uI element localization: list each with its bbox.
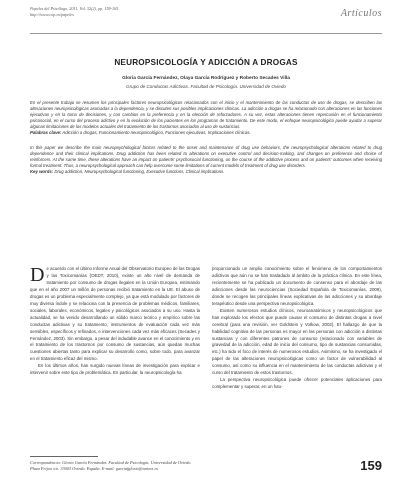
body-paragraph [30, 266, 200, 363]
body-paragraph: La perspectiva neuropsicológica puede ofrecer potenciales aplicaciones para complementar y superar, en un futu- [212, 377, 382, 390]
keywords-spanish-label: Palabras clave: [30, 130, 62, 136]
journal-url[interactable]: http://www.cop.es/papeles [30, 12, 74, 17]
header-divider [30, 33, 382, 34]
keywords-english-label: Key words: [30, 168, 54, 174]
body-paragraph: proporcionado un amplio conocimiento sobre el fenómeno de los comportamientos adictivos que aún no se han trasladado al ámbito de la práctica clínica. En este línea, recientemente se ha publicado un documento de consenso para el abordaje de las adicciones desde las neurociencias (Sociedad Española de Toxicomanías, 2009), donde se recogen las principales líneas explicativas de las adicciones y su abordaje terapéutico desde una perspectiva neuropsicológica. [212, 266, 382, 306]
abstract-english: In this paper we describe the main neuropsychological factors related to the onset and maintenance of drug use behaviors, the neuropsychological alterations related to drug dependence and their clinical implications. Drug addiction has been related to alterations on executive control and decision-making, and changes on preference and choice of reinforcers. At the same time, these alterations have an impact on patients' psychosocial functioning, on the course of the addictive process and on patients' outcomes when receiving formal treatment. Thus, a neuropsychological approach can help overcome some limitations of current models of treatment of drug use disorders. [30, 144, 382, 168]
body-text: e acuerdo con el último Informe Anual del Observatorio Europeo de las Drogas y las Toxicomanías (OEDT, 2010), existe un alto nivel de demanda de tratamiento por consumo de drogas ilegales en la Unión Europea, estimando que en el año 2007 un millón de personas recibió tratamiento en la UE. El abuso de drogas es un problema especialmente complejo, ya que está modulado por factores de muy diversa índole y se relaciona con la presencia de problemas médicos, familiares, sociales, laborales, económicos, legales y psicológicos asociados a su uso. Hasta la actualidad, se ha venido desarrollando un sólido marco teórico y empírico sobre las conductas adictivas y su tratamiento, instrumentos de evaluación cada vez más sensibles, específicos y refinados, e intervenciones cada vez más eficaces (Secades y Fernández, 2003). Sin embargo, a pesar del indudable avance en el conocimiento y en el tratamiento de los trastornos por consumo de sustancias, aún quedan muchas cuestiones abiertas tanto para explicar su desarrollo como, sobre todo, para avanzar en el tratamiento eficaz del mismo. [30, 266, 200, 362]
body-column-left [30, 266, 200, 377]
page-number: 159 [360, 458, 382, 473]
article-authors: Gloria García Fernández, Olaya García Rodríguez y Roberto Secades Villa [122, 76, 290, 81]
journal-citation: Papeles del Psicólogo, 2011. Vol. 32(2), pp. 159-165 [30, 6, 119, 11]
keywords-english [30, 169, 382, 175]
abstract-section [30, 100, 382, 175]
keywords-english-text: Drug addiction, Neuropsychological functioning, Executive functions, Clinical implications. [54, 168, 225, 174]
page-header [30, 6, 382, 42]
body-paragraph: Existen numerosos estudios clínicos, neuroanatómicos y neuropsicológicos que han explorado los efectos que puede causar el consumo de distintas drogas a nivel cerebral (para una revisión, ver Goldstein y Volkow, 2002). El hallazgo de que la habilidad cognitiva de las personas es mayor en las personas con adicción a distintas sustancias y con diferentes patrones de consumo (relacionado con variables de gravedad de la adicción, edad de inicio del consumo, tipo de sustancias consumidas, etc.) ha sido el foco de interés de numerosos estudios. Asimismo, se ha investigado el papel de las alteraciones neuropsicológicas como un factor de vulnerabilidad al consumo, así como su influencia en el mantenimiento de las conductas adictivas y el curso del tratamiento de estos trastornos. [212, 307, 382, 376]
body-column-right [212, 266, 382, 391]
article-title: NEUROPSICOLOGÍA Y ADICCIÓN A DROGAS [114, 58, 298, 67]
section-label: Artículos [340, 8, 382, 19]
drop-cap: D [30, 264, 45, 286]
keywords-spanish-text: Adicción a drogas, Funcionamiento neuropsicológico, Funciones ejecutivas, Implicaciones clínicas. [62, 130, 251, 136]
body-paragraph: En los últimos años, han surgido nuevas líneas de investigación para explicar e intervenir sobre este tipo de problemática. En particular, la neuropsicología ha [30, 363, 200, 376]
author-affiliation: Grupo de Conductas Adictivas. Facultad de Psicología. Universidad de Oviedo [126, 84, 286, 89]
correspondence-note: Correspondencia: Gloria García Fernández. Facultad de Psicología. Universidad de Oviedo. Plaza Feijoo s/n. 33003 Oviedo. España. E-mail: garciafgloria@uniovi.es [30, 460, 192, 472]
abstract-spanish: En el presente trabajo se resumen los principales factores neuropsicológicos relacionados con el inicio y el mantenimiento de las conductas de uso de drogas, se describen las alteraciones neuropsicológicas asociadas a la dependencia, y se discuten sus posibles implicaciones clínicas. La adicción a drogas se ha relacionado con alteraciones en las funciones ejecutivas y en la toma de decisiones, y con cambios en la preferencia y en la elección de reforzadores. A su vez, estas alteraciones tienen repercusión en el funcionamiento psicosocial, en el curso del proceso adictivo y en la evolución de los pacientes en los programas de tratamiento. De este modo, el enfoque neuropsicológico puede ayudar a superar algunas limitaciones de los modelos actuales del tratamiento de los trastornos asociados al uso de sustancias. [30, 100, 382, 130]
footnote-divider [30, 456, 98, 457]
